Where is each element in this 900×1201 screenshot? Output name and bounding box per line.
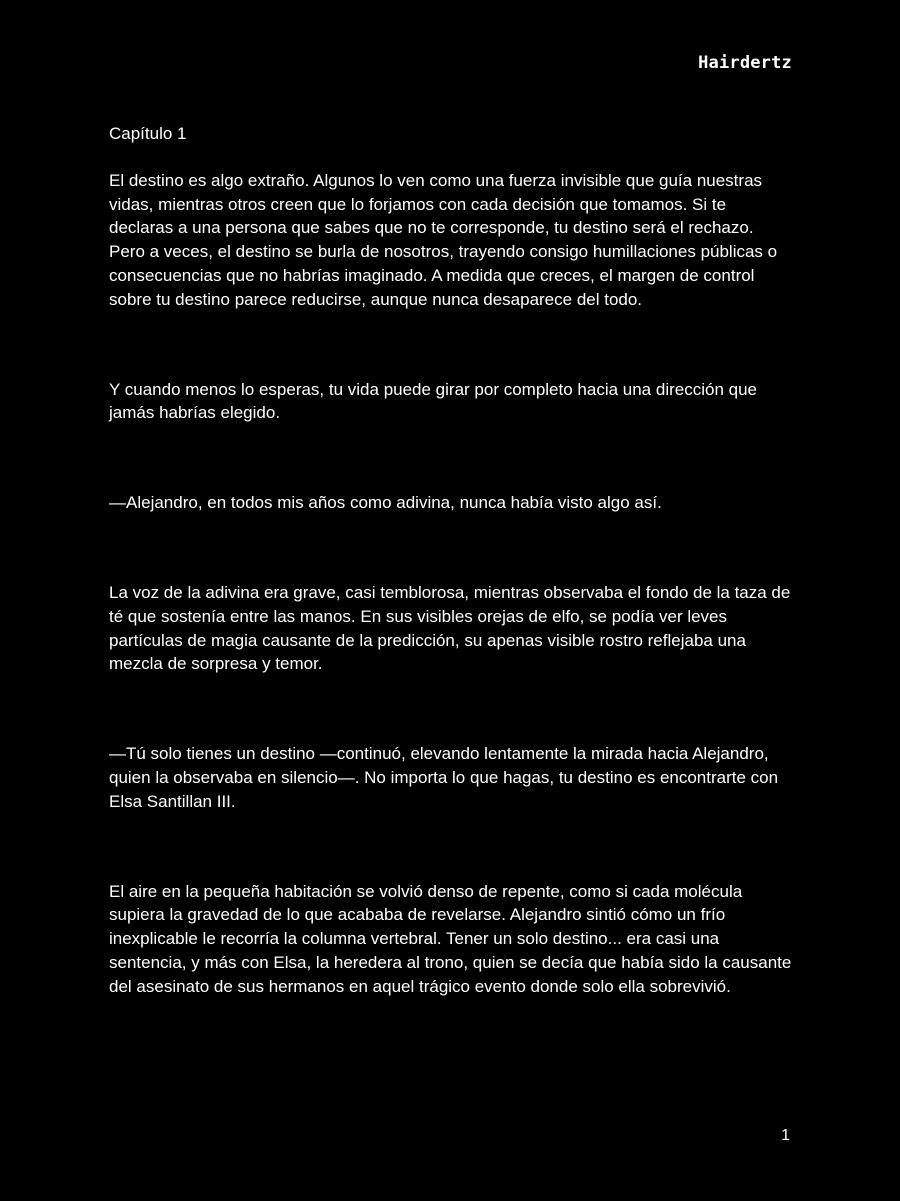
chapter-body [109,122,794,999]
author-name: Hairdertz [698,53,792,73]
chapter-title: Capítulo 1 [109,124,187,143]
paragraph: La voz de la adivina era grave, casi temblorosa, mientras observaba el fondo de la taza de té que sostenía entre las manos. En sus visibles orejas de elfo, se podía ver leves partículas de magia causante de la predicción, su apenas visible rostro reflejaba una mezcla de sorpresa y temor. [109,582,791,674]
paragraph: —Tú solo tienes un destino —continuó, elevando lentamente la mirada hacia Alejandro, quien la observaba en silencio—. No importa lo que hagas, tu destino es encontrarte con Elsa Santillan III. [109,744,779,811]
paragraph: —Alejandro, en todos mis años como adivina, nunca había visto algo así. [109,493,662,513]
paragraph: El aire en la pequeña habitación se volvió denso de repente, como si cada molécula supiera la gravedad de lo que acababa de revelarse. Alejandro sintió cómo un frío inexplicable le recorría la columna vertebral. Tener un solo destino... era casi una sentencia, y más con Elsa, la heredera al trono, quien se decía que había sido la causante del asesinato de sus hermanos en aquel trágico evento donde solo ella sobrevivió. [109,881,792,996]
paragraph: Y cuando menos lo esperas, tu vida puede girar por completo hacia una dirección que jamás habrías elegido. [109,379,757,423]
page-number: 1 [781,1127,790,1144]
paragraph: El destino es algo extraño. Algunos lo ven como una fuerza invisible que guía nuestras vidas, mientras otros creen que lo forjamos con cada decisión que tomamos. Si te declaras a una persona que sabes que no te corresponde, tu destino será el rechazo. Pero a veces, el destino se burla de nosotros, trayendo consigo humillaciones públicas o consecuencias que no habrías imaginado. A medida que creces, el margen de control sobre tu destino parece reducirse, aunque nunca desaparece del todo. [109,170,778,309]
